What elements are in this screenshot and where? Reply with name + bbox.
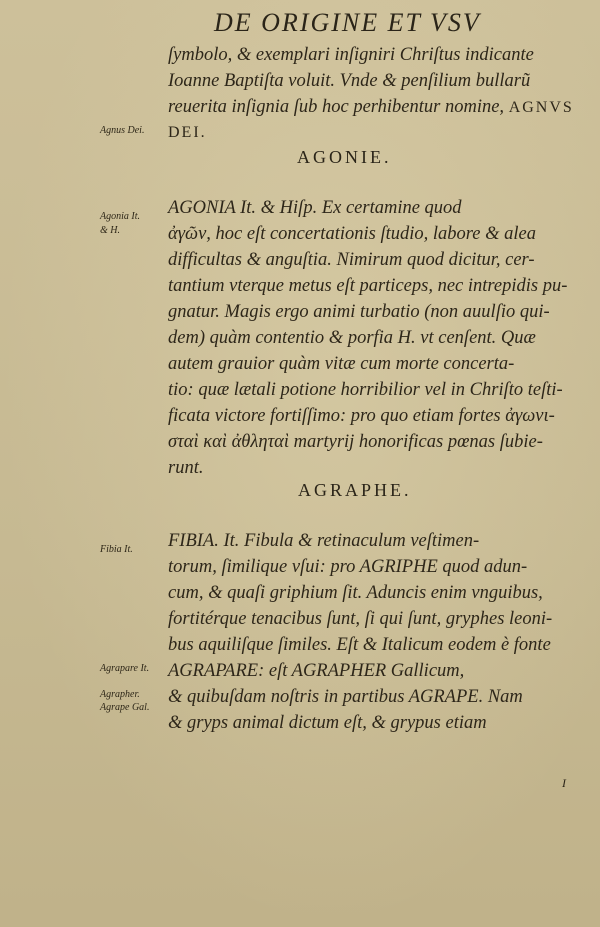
text-line: ἀγῶν, hoc eſt concertationis ſtudio, labore & alea xyxy=(168,224,536,244)
text-line: σταὶ καὶ ἀθληταὶ martyrij honorificas pœnas ſubie- xyxy=(168,432,543,452)
text-line: DEI. xyxy=(168,124,207,141)
folio-mark: I xyxy=(562,776,566,790)
margin-note: Agrapare It. xyxy=(100,663,150,674)
text-line: tantium vterque metus eſt particeps, nec intrepidis pu- xyxy=(168,276,568,296)
section-heading: AGRAPHE. xyxy=(298,480,412,500)
text-line: torum, ſimilique vſui: pro AGRIPHE quod adun- xyxy=(168,557,528,577)
text-line: difficultas & anguſtia. Nimirum quod dicitur, cer- xyxy=(168,250,535,270)
margin-note: Agrape Gal. xyxy=(100,702,150,713)
text-line: ficata victore fortiſſimo: pro quo etiam fortes ἀγωνι- xyxy=(168,406,555,426)
text-line: autem grauior quàm vitæ cum morte concerta- xyxy=(168,354,515,374)
text-line: fortitérque tenacibus ſunt, ſi qui ſunt, gryphes leoni- xyxy=(168,609,553,629)
margin-note: Agnus Dei. xyxy=(100,125,145,136)
margin-note: Agonia It. xyxy=(100,211,140,222)
text-line: Ioanne Baptiſta voluit. Vnde & penſilium bullarũ xyxy=(168,71,531,91)
text-line: AGRAPARE: eſt AGRAPHER Gallicum, xyxy=(168,661,465,681)
text-line: AGONIA It. & Hiſp. Ex certamine quod xyxy=(168,198,462,218)
text-line: FIBIA. It. Fibula & retinaculum veſtimen- xyxy=(168,531,480,551)
text-line xyxy=(168,94,580,121)
text-line: bus aquiliſque ſimiles. Eſt & Italicum eodem è fonte xyxy=(168,635,551,655)
text-line: gnatur. Magis ergo animi turbatio (non auulſio qui- xyxy=(168,302,550,322)
text-line: & quibuſdam noſtris in partibus AGRAPE. Nam xyxy=(168,687,523,707)
margin-note: Fibia It. xyxy=(100,544,133,555)
running-header: DE ORIGINE ET VSV xyxy=(214,8,481,37)
text-line: & gryps animal dictum eſt, & grypus etiam xyxy=(168,713,487,733)
section-heading: AGONIE. xyxy=(297,147,392,167)
text-fragment: reuerita inſignia ſub hoc perhibentur nomine, xyxy=(168,97,505,117)
text-line: runt. xyxy=(168,458,204,478)
small-caps-term: AGNVS xyxy=(508,99,574,116)
text-line: tio: quæ lætali potione horribilior vel in Chriſto teſti- xyxy=(168,380,563,400)
text-line: dem) quàm contentio & porfia H. vt cenſent. Quæ xyxy=(168,328,536,348)
margin-note: Agrapher. xyxy=(100,689,140,700)
text-line: ſymbolo, & exemplari inſigniri Chriſtus indicante xyxy=(168,45,534,65)
margin-note: & H. xyxy=(100,225,120,236)
text-line: cum, & quaſi griphium ſit. Aduncis enim vnguibus, xyxy=(168,583,543,603)
